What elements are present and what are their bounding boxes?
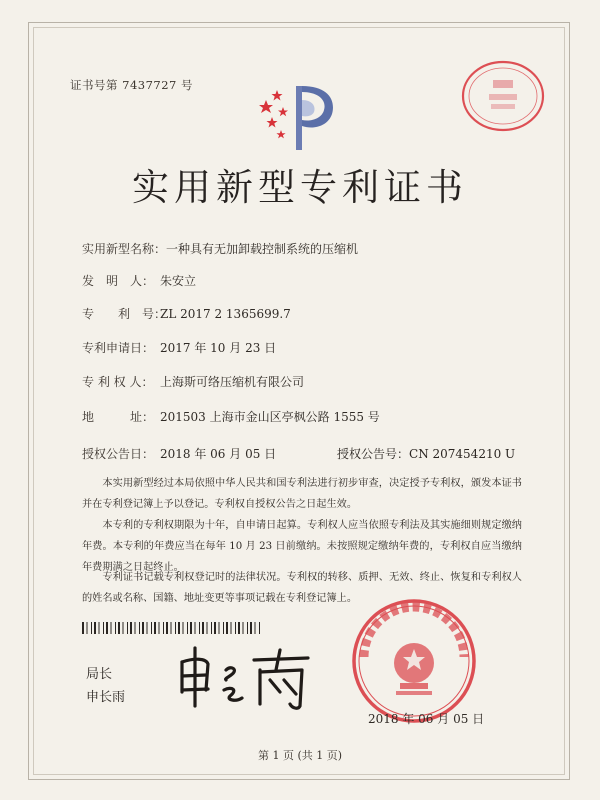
- certificate-number-value: 7437727: [122, 78, 177, 92]
- barcode-bar: [207, 622, 208, 634]
- barcode-bar: [135, 622, 136, 634]
- barcode-bar: [175, 622, 176, 634]
- barcode-bar: [226, 622, 228, 634]
- publication-number-row: [337, 445, 515, 462]
- barcode-bar: [243, 622, 244, 634]
- utility-model-name-value: 一种具有无加卸载控制系统的压缩机: [166, 242, 359, 256]
- barcode-bar: [118, 622, 120, 634]
- barcode-bar: [211, 622, 212, 634]
- barcode-bar: [235, 622, 236, 634]
- filing-date-label: 专利申请日：: [82, 341, 155, 355]
- cnipa-emblem-icon: [250, 76, 345, 156]
- seal-date: 2018 年 06 月 05 日: [368, 712, 485, 726]
- director-title: 局长: [86, 667, 113, 682]
- barcode-bar: [139, 622, 140, 634]
- barcode-bar: [231, 622, 232, 634]
- barcode-bar: [130, 622, 132, 634]
- barcode-bar: [238, 622, 240, 634]
- publication-date-row: [82, 445, 276, 462]
- barcode-bar: [123, 622, 124, 634]
- barcode-bar: [103, 622, 104, 634]
- patentee-value: 上海斯可络压缩机有限公司: [160, 375, 305, 389]
- barcode-bar: [259, 622, 260, 634]
- national-seal-icon: [350, 597, 478, 725]
- barcode-bar: [87, 622, 88, 634]
- address-row: [82, 408, 380, 425]
- barcode-bar: [199, 622, 200, 634]
- agent-seal-icon: [453, 46, 553, 146]
- barcode-bar: [223, 622, 224, 634]
- certificate-number: [70, 77, 193, 93]
- barcode-bar: [91, 622, 92, 634]
- filing-date-row: [82, 339, 276, 356]
- barcode-bar: [106, 622, 108, 634]
- certificate-number-label: 证书号第: [70, 78, 118, 92]
- certificate-title: 实用新型专利证书: [132, 166, 468, 209]
- barcode-bar: [190, 622, 192, 634]
- patent-number-row: [82, 305, 291, 322]
- barcode-bar: [142, 622, 144, 634]
- barcode-bar: [94, 622, 96, 634]
- filing-date-value: 2017 年 10 月 23 日: [160, 341, 277, 355]
- barcode-bar: [195, 622, 196, 634]
- barcode-bar: [247, 622, 248, 634]
- barcode-bar: [166, 622, 168, 634]
- barcode-bar: [154, 622, 156, 634]
- barcode-bar: [214, 622, 216, 634]
- barcode-bar: [163, 622, 164, 634]
- paragraph-grant: 本实用新型经过本局依照中华人民共和国专利法进行初步审查，决定授予专利权，颁发本证书并在专利登记簿上予以登记。专利权自授权公告之日起生效。: [82, 478, 522, 511]
- barcode-bar: [127, 622, 128, 634]
- publication-number-label: 授权公告号：: [337, 447, 410, 461]
- address-label: 地 址：: [82, 410, 155, 424]
- barcode-bar: [99, 622, 100, 634]
- barcode-bar: [250, 622, 252, 634]
- publication-number-value: CN 207454210 U: [409, 447, 516, 461]
- utility-model-name-row: [82, 240, 358, 257]
- patent-number-value: ZL 2017 2 1365699.7: [160, 307, 291, 321]
- publication-date-label: 授权公告日：: [82, 447, 155, 461]
- barcode-bar: [151, 622, 152, 634]
- barcode-bar: [183, 622, 184, 634]
- barcode-bar: [171, 622, 172, 634]
- barcode-icon: [82, 622, 262, 634]
- signature-icon: [172, 640, 317, 712]
- barcode-bar: [202, 622, 204, 634]
- director-name: 申长雨: [86, 690, 126, 705]
- patent-number-label: 专 利 号：: [82, 307, 167, 321]
- certificate-number-suffix: 号: [181, 78, 194, 92]
- page-number: 第 1 页 (共 1 页): [257, 749, 343, 762]
- inventor-label: 发 明 人：: [82, 274, 155, 288]
- inventor-row: [82, 272, 196, 289]
- barcode-bar: [219, 622, 220, 634]
- barcode-bar: [187, 622, 188, 634]
- barcode-bar: [178, 622, 180, 634]
- barcode-bar: [115, 622, 116, 634]
- barcode-bar: [82, 622, 84, 634]
- patentee-label: 专 利 权 人：: [82, 375, 154, 389]
- utility-model-name-label: 实用新型名称：: [82, 242, 167, 256]
- paragraph-term: 本专利的专利权期限为十年，自申请日起算。专利权人应当依照专利法及其实施细则规定缴纳年费。本专利的年费应当在每年 10 月 23 日前缴纳。未按照规定缴纳年费的，专利权自应当缴纳年费期满之日起终止。: [82, 520, 522, 574]
- barcode-bar: [159, 622, 160, 634]
- inventor-value: 朱安立: [160, 274, 197, 288]
- patentee-row: [82, 373, 304, 390]
- barcode-bar: [147, 622, 148, 634]
- barcode-bar: [111, 622, 112, 634]
- paragraph-register: 专利证书记载专利权登记时的法律状况。专利权的转移、质押、无效、终止、恢复和专利权人的姓名或名称、国籍、地址变更等事项记载在专利登记簿上。: [82, 572, 522, 605]
- publication-date-value: 2018 年 06 月 05 日: [160, 447, 277, 461]
- barcode-bar: [255, 622, 256, 634]
- address-value: 201503 上海市金山区亭枫公路 1555 号: [160, 410, 380, 424]
